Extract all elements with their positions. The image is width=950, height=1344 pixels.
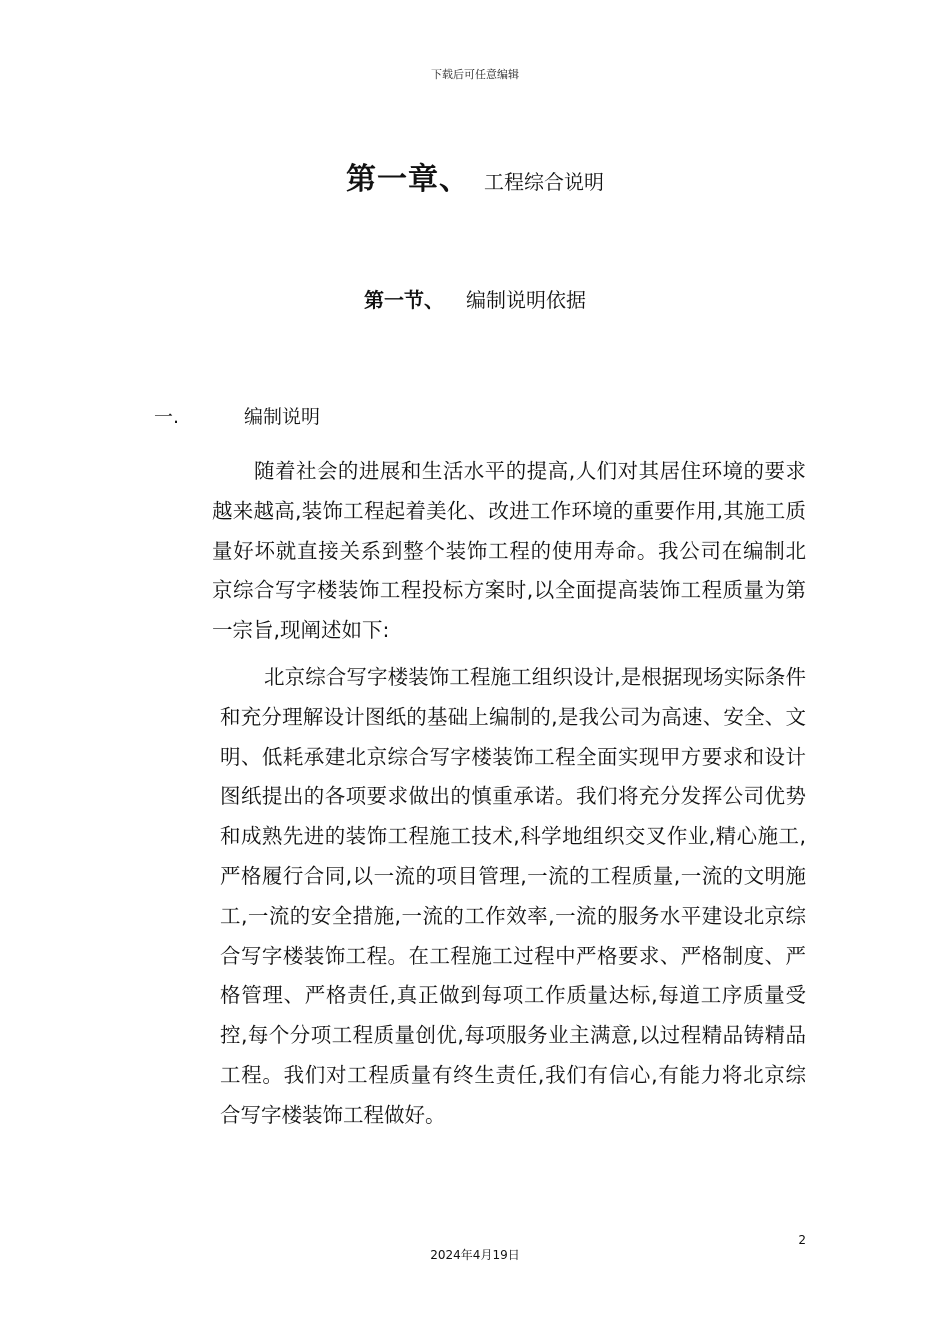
subsection-number: 一. [154, 406, 180, 428]
subsection-title: 编制说明 [244, 406, 321, 428]
section-title: 编制说明依据 [466, 288, 586, 312]
section-number: 第一节、 [364, 288, 444, 312]
chapter-title: 工程综合说明 [484, 170, 604, 194]
subsection-heading [154, 402, 320, 429]
section-heading [0, 284, 950, 313]
chapter-heading [0, 154, 950, 198]
page-number: 2 [798, 1233, 806, 1247]
header-note: 下载后可任意编辑 [431, 68, 519, 81]
body-paragraph-1: 随着社会的进展和生活水平的提高,人们对其居住环境的要求越来越高,装饰工程起着美化、改进工作环境的重要作用,其施工质量好坏就直接关系到整个装饰工程的使用寿命。我公司在编制北京综合写字楼装饰工程投标方案时,以全面提高装饰工程质量为第一宗旨,现阐述如下: [212, 459, 806, 643]
footer-date: 2024年4月19日 [430, 1248, 520, 1262]
chapter-number: 第一章、 [346, 162, 470, 197]
body-paragraph-2: 北京综合写字楼装饰工程施工组织设计,是根据现场实际条件和充分理解设计图纸的基础上编制的,是我公司为高速、安全、文明、低耗承建北京综合写字楼装饰工程全面实现甲方要求和设计图纸提出的各项要求做出的慎重承诺。我们将充分发挥公司优势和成熟先进的装饰工程施工技术,科学地组织交叉作业,精心施工,严格履行合同,以一流的项目管理,一流的工程质量,一流的文明施工,一流的安全措施,一流的工作效率,一流的服务水平建设北京综合写字楼装饰工程。在工程施工过程中严格要求、严格制度、严格管理、严格责任,真正做到每项工作质量达标,每道工序质量受控,每个分项工程质量创优,每项服务业主满意,以过程精品铸精品工程。我们对工程质量有终生责任,我们有信心,有能力将北京综合写字楼装饰工程做好。 [220, 665, 806, 1127]
